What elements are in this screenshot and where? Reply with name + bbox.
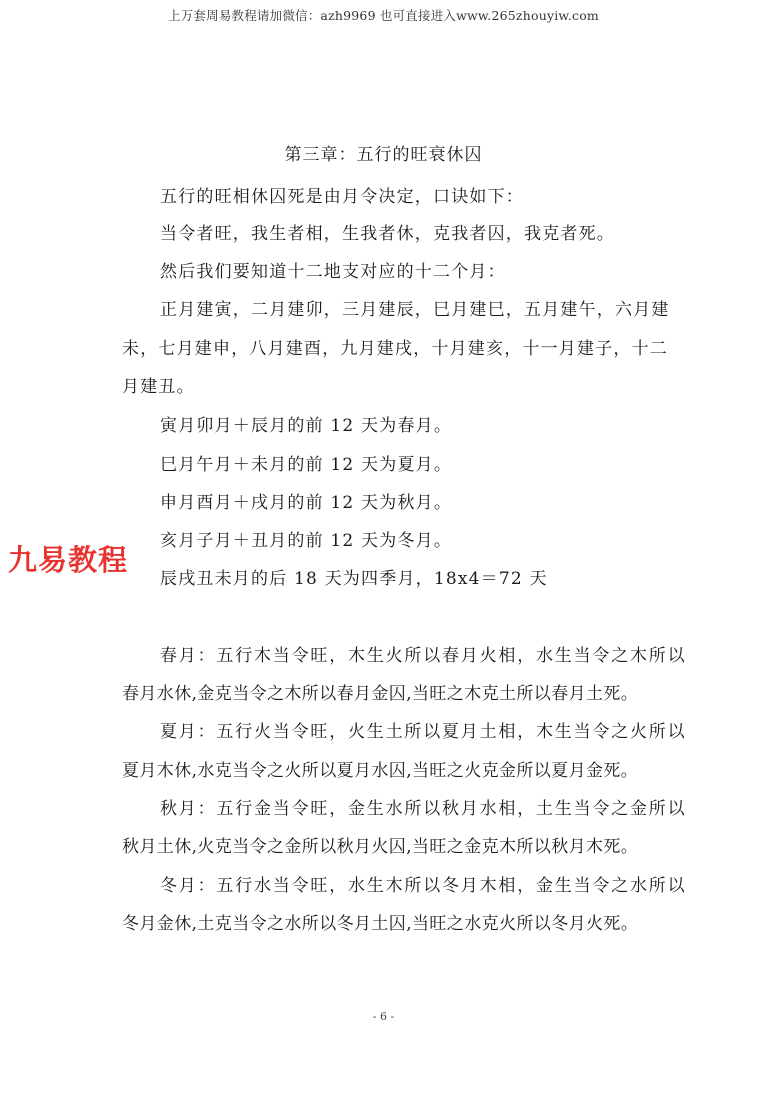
season-line: 申月酉月＋戌月的前 12 天为秋月。 [160,493,453,513]
detail-line: 夏月：五行火当令旺，火生土所以夏月土相，木生当令之火所以 [160,722,687,742]
detail-line: 春月水休,金克当令之木所以春月金囚,当旺之木克土所以春月土死。 [122,684,639,704]
detail-line: 冬月金休,土克当令之水所以冬月土囚,当旺之水克火所以冬月火死。 [122,914,639,934]
season-line: 亥月子月＋丑月的前 12 天为冬月。 [160,531,453,551]
season-line: 寅月卯月＋辰月的前 12 天为春月。 [160,416,453,436]
watermark-logo: 九易教程 [8,543,129,577]
detail-line: 春月：五行木当令旺，木生火所以春月火相，水生当令之木所以 [160,646,687,666]
season-line: 巳月午月＋未月的前 12 天为夏月。 [160,455,453,475]
intro-line: 当令者旺，我生者相，生我者休，克我者囚，我克者死。 [160,224,615,244]
season-line: 辰戌丑未月的后 18 天为四季月，18x4＝72 天 [160,569,548,589]
months-line: 月建丑。 [122,377,195,397]
months-line: 未，七月建申，八月建酉，九月建戌，十月建亥，十一月建子，十二 [122,339,668,359]
intro-line: 五行的旺相休囚死是由月令决定，口诀如下： [160,187,524,207]
intro-line: 然后我们要知道十二地支对应的十二个月： [160,262,506,282]
months-line: 正月建寅，二月建卯，三月建辰，巳月建巳，五月建午，六月建 [160,300,670,320]
detail-line: 秋月：五行金当令旺，金生水所以秋月水相，土生当令之金所以 [160,799,687,819]
header-banner: 上万套周易教程请加微信：azh9969 也可直接进入www.265zhouyiw.com [168,8,599,23]
detail-line: 冬月：五行水当令旺，水生木所以冬月木相，金生当令之水所以 [160,876,687,896]
detail-line: 秋月土休,火克当令之金所以秋月火囚,当旺之金克木所以秋月木死。 [122,837,639,857]
detail-line: 夏月木休,水克当令之火所以夏月水囚,当旺之火克金所以夏月金死。 [122,761,639,781]
chapter-title: 第三章：五行的旺衰休囚 [284,145,483,165]
page-number: - 6 - [372,1010,395,1023]
